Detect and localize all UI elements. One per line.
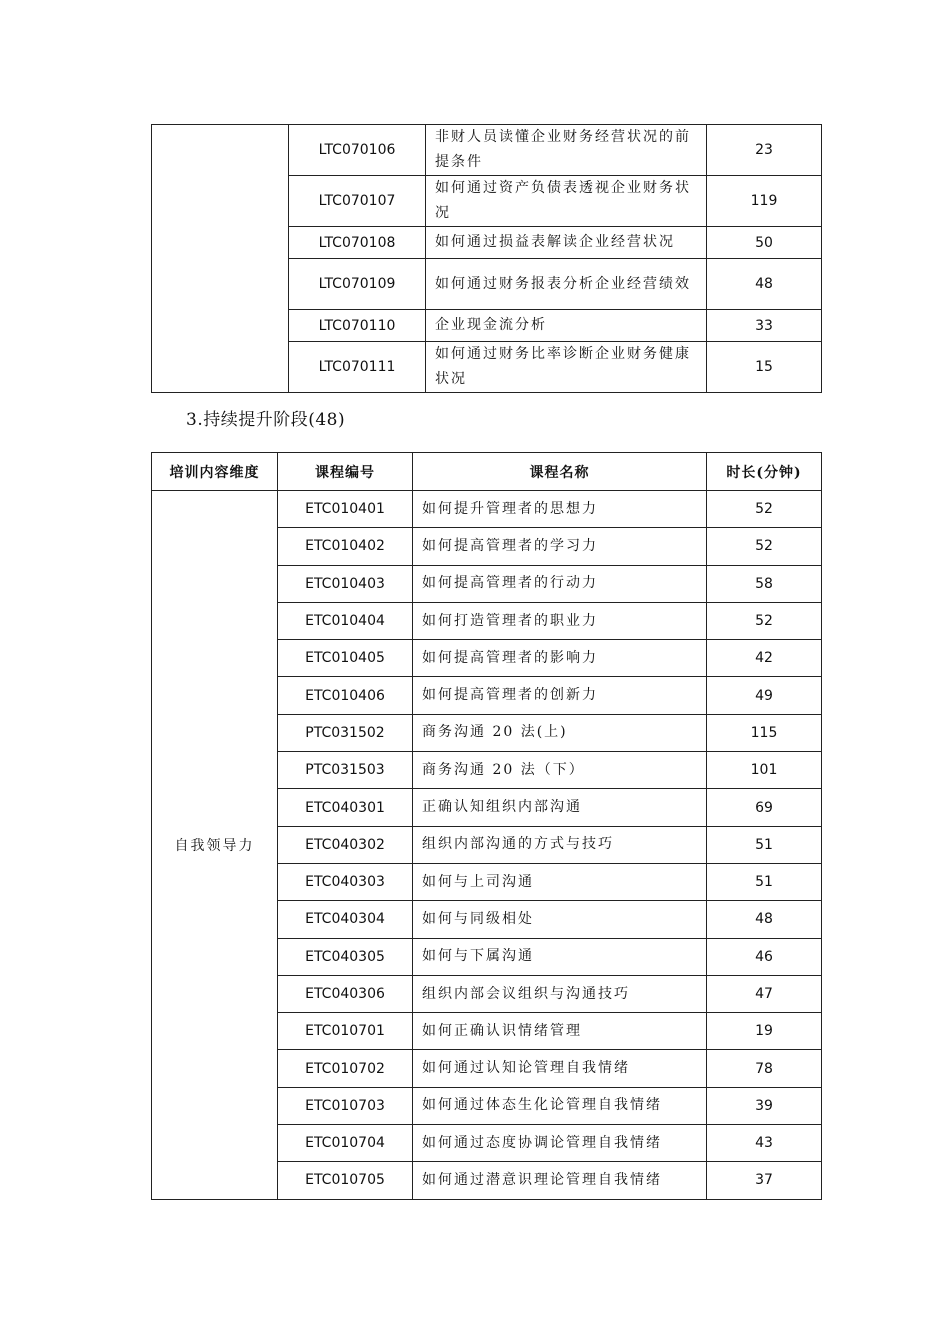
course-duration: 48 bbox=[707, 259, 822, 310]
course-name: 如何提高管理者的创新力 bbox=[413, 677, 707, 714]
course-name: 如何通过财务比率诊断企业财务健康状况 bbox=[426, 342, 707, 393]
course-name: 如何提升管理者的思想力 bbox=[413, 491, 707, 528]
course-name: 非财人员读懂企业财务经营状况的前提条件 bbox=[426, 125, 707, 176]
course-code: ETC010704 bbox=[278, 1125, 413, 1162]
course-name: 如何通过认知论管理自我情绪 bbox=[413, 1050, 707, 1087]
course-duration: 23 bbox=[707, 125, 822, 176]
header-code: 课程编号 bbox=[278, 453, 413, 491]
course-code: ETC040302 bbox=[278, 826, 413, 863]
table-header-row bbox=[152, 453, 822, 491]
course-name: 如何提高管理者的学习力 bbox=[413, 528, 707, 565]
course-name: 如何与上司沟通 bbox=[413, 863, 707, 900]
course-name: 如何通过体态生化论管理自我情绪 bbox=[413, 1087, 707, 1124]
course-duration: 47 bbox=[707, 975, 822, 1012]
course-code: ETC040305 bbox=[278, 938, 413, 975]
course-table-continued bbox=[151, 124, 822, 393]
course-name: 如何与下属沟通 bbox=[413, 938, 707, 975]
course-duration: 19 bbox=[707, 1013, 822, 1050]
course-duration: 78 bbox=[707, 1050, 822, 1087]
course-name: 如何通过财务报表分析企业经营绩效 bbox=[426, 259, 707, 310]
course-name: 如何通过态度协调论管理自我情绪 bbox=[413, 1125, 707, 1162]
course-duration: 48 bbox=[707, 901, 822, 938]
course-duration: 115 bbox=[707, 714, 822, 751]
course-code: ETC010705 bbox=[278, 1162, 413, 1199]
course-code: LTC070109 bbox=[289, 259, 426, 310]
course-duration: 50 bbox=[707, 227, 822, 259]
course-duration: 49 bbox=[707, 677, 822, 714]
dimension-cell-empty bbox=[152, 125, 289, 393]
course-duration: 15 bbox=[707, 342, 822, 393]
course-duration: 52 bbox=[707, 602, 822, 639]
course-code: ETC040303 bbox=[278, 863, 413, 900]
course-name: 企业现金流分析 bbox=[426, 310, 707, 342]
course-code: ETC010404 bbox=[278, 602, 413, 639]
course-name: 如何通过潜意识理论管理自我情绪 bbox=[413, 1162, 707, 1199]
course-duration: 52 bbox=[707, 491, 822, 528]
course-duration: 52 bbox=[707, 528, 822, 565]
course-code: PTC031502 bbox=[278, 714, 413, 751]
course-name: 如何通过资产负债表透视企业财务状况 bbox=[426, 176, 707, 227]
course-duration: 39 bbox=[707, 1087, 822, 1124]
course-code: ETC040304 bbox=[278, 901, 413, 938]
course-code: ETC010401 bbox=[278, 491, 413, 528]
course-code: PTC031503 bbox=[278, 752, 413, 789]
course-name: 如何正确认识情绪管理 bbox=[413, 1013, 707, 1050]
header-name: 课程名称 bbox=[413, 453, 707, 491]
course-name: 组织内部会议组织与沟通技巧 bbox=[413, 975, 707, 1012]
course-name: 商务沟通 20 法(上) bbox=[413, 714, 707, 751]
dimension-cell: 自我领导力 bbox=[152, 491, 278, 1200]
course-code: ETC010406 bbox=[278, 677, 413, 714]
course-name: 如何与同级相处 bbox=[413, 901, 707, 938]
course-duration: 37 bbox=[707, 1162, 822, 1199]
course-name: 如何提高管理者的行动力 bbox=[413, 565, 707, 602]
course-name: 正确认知组织内部沟通 bbox=[413, 789, 707, 826]
course-duration: 51 bbox=[707, 863, 822, 900]
course-duration: 58 bbox=[707, 565, 822, 602]
table-row bbox=[152, 491, 822, 528]
header-duration: 时长(分钟) bbox=[707, 453, 822, 491]
course-duration: 46 bbox=[707, 938, 822, 975]
course-code: ETC010403 bbox=[278, 565, 413, 602]
course-code: LTC070108 bbox=[289, 227, 426, 259]
course-name: 商务沟通 20 法（下） bbox=[413, 752, 707, 789]
course-code: LTC070110 bbox=[289, 310, 426, 342]
course-code: LTC070111 bbox=[289, 342, 426, 393]
course-code: ETC010702 bbox=[278, 1050, 413, 1087]
course-duration: 42 bbox=[707, 640, 822, 677]
course-duration: 43 bbox=[707, 1125, 822, 1162]
course-code: LTC070107 bbox=[289, 176, 426, 227]
course-name: 组织内部沟通的方式与技巧 bbox=[413, 826, 707, 863]
course-code: LTC070106 bbox=[289, 125, 426, 176]
course-name: 如何打造管理者的职业力 bbox=[413, 602, 707, 639]
course-table-continuous-improvement bbox=[151, 452, 822, 1200]
course-name: 如何提高管理者的影响力 bbox=[413, 640, 707, 677]
course-duration: 101 bbox=[707, 752, 822, 789]
table-row bbox=[152, 125, 822, 176]
course-code: ETC040301 bbox=[278, 789, 413, 826]
course-code: ETC040306 bbox=[278, 975, 413, 1012]
course-duration: 69 bbox=[707, 789, 822, 826]
course-name: 如何通过损益表解读企业经营状况 bbox=[426, 227, 707, 259]
course-code: ETC010701 bbox=[278, 1013, 413, 1050]
section-heading: 3.持续提升阶段(48) bbox=[186, 410, 346, 430]
header-dimension: 培训内容维度 bbox=[152, 453, 278, 491]
course-code: ETC010405 bbox=[278, 640, 413, 677]
course-duration: 33 bbox=[707, 310, 822, 342]
course-duration: 51 bbox=[707, 826, 822, 863]
course-code: ETC010402 bbox=[278, 528, 413, 565]
course-duration: 119 bbox=[707, 176, 822, 227]
course-code: ETC010703 bbox=[278, 1087, 413, 1124]
